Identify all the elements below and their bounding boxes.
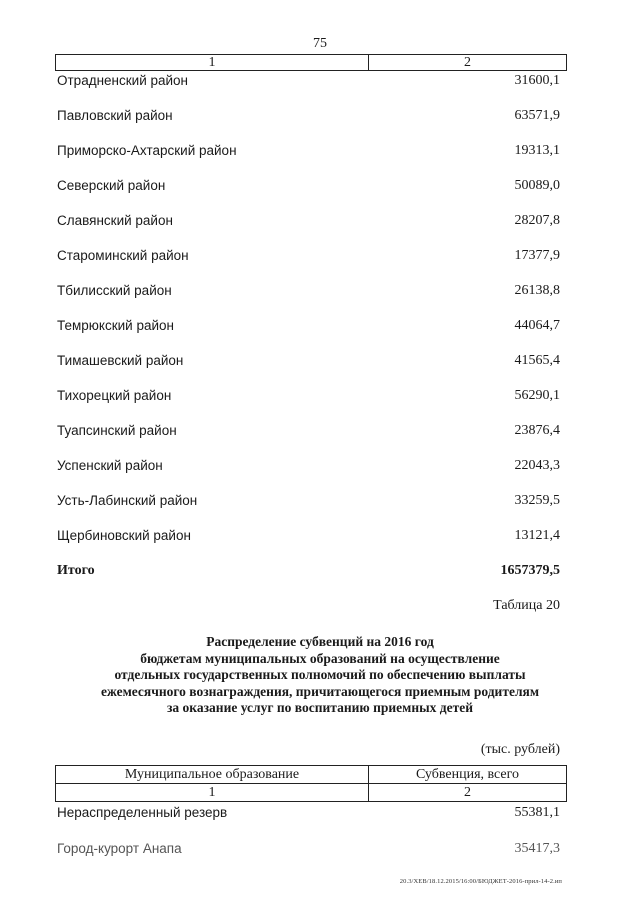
section-title — [0, 634, 640, 717]
row-name: Тимашевский район — [57, 353, 184, 368]
row-value: 50089,0 — [514, 178, 560, 193]
table-row — [57, 213, 560, 233]
table-row — [57, 493, 560, 513]
table-row — [57, 143, 560, 163]
units-label: (тыс. рублей) — [480, 742, 560, 757]
title-line: бюджетам муниципальных образований на осуществление — [140, 650, 500, 666]
table-row — [57, 805, 560, 825]
row-value: 23876,4 — [514, 423, 560, 438]
total-row — [57, 563, 560, 583]
row-name: Нераспределенный резерв — [57, 805, 228, 820]
table-row — [57, 318, 560, 338]
table-row — [57, 528, 560, 548]
table1-header — [55, 54, 567, 71]
table2-header-numbers — [56, 783, 566, 801]
table-row — [57, 73, 560, 93]
table-row — [57, 108, 560, 128]
table-label: Таблица 20 — [493, 598, 560, 613]
table-row — [57, 458, 560, 478]
title-line: за оказание услуг по воспитанию приемных детей — [167, 700, 473, 715]
row-value: 22043,3 — [514, 458, 560, 473]
row-name: Туапсинский район — [57, 423, 177, 438]
row-value: 13121,4 — [514, 528, 560, 543]
table1-header-col1: 1 — [56, 55, 369, 70]
row-name: Староминский район — [57, 248, 189, 263]
total-label: Итого — [57, 563, 95, 578]
total-value: 1657379,5 — [500, 563, 560, 578]
row-name: Отрадненский район — [57, 73, 189, 88]
table2-header-col2-number: 2 — [464, 785, 471, 800]
table2-header-col1-title: Муниципальное образование — [56, 766, 369, 783]
table-row — [57, 283, 560, 303]
page-number: 75 — [313, 36, 327, 51]
table-row — [57, 353, 560, 373]
row-value: 31600,1 — [514, 73, 560, 88]
row-value: 44064,7 — [514, 318, 560, 333]
title-line: ежемесячного вознаграждения, причитающегося приемным родителям — [100, 683, 540, 699]
row-name: Павловский район — [57, 108, 173, 123]
row-name: Щербиновский район — [57, 528, 191, 543]
row-value: 33259,5 — [514, 493, 560, 508]
row-value: 35417,3 — [514, 841, 560, 856]
row-name: Приморско-Ахтарский район — [57, 143, 237, 158]
table1-header-col2: 2 — [464, 55, 471, 70]
row-name: Тбилисский район — [57, 283, 172, 298]
table-row — [57, 841, 560, 861]
table-row — [57, 248, 560, 268]
row-value: 56290,1 — [514, 388, 560, 403]
table2-header — [55, 765, 567, 802]
row-value: 17377,9 — [514, 248, 560, 263]
title-line: Распределение субвенций на 2016 год — [206, 634, 434, 649]
row-name: Славянский район — [57, 213, 173, 228]
row-value: 28207,8 — [514, 213, 560, 228]
row-value: 55381,1 — [514, 805, 560, 820]
row-name: Тихорецкий район — [57, 388, 172, 403]
document-footer-code: 20.3/ХЕВ/18.12.2015/16:00/БЮДЖЕТ-2016-прил-14-2.ип — [399, 878, 562, 885]
row-name: Город-курорт Анапа — [57, 841, 182, 856]
row-value: 19313,1 — [514, 143, 560, 158]
table2-header-titles — [56, 766, 566, 783]
table-row — [57, 423, 560, 443]
table2-header-col2-title: Субвенция, всего — [415, 767, 520, 782]
row-value: 41565,4 — [514, 353, 560, 368]
table-row — [57, 178, 560, 198]
row-name: Успенский район — [57, 458, 163, 473]
row-name: Северский район — [57, 178, 166, 193]
row-value: 63571,9 — [514, 108, 560, 123]
table2-header-col1-number: 1 — [56, 784, 369, 801]
table-row — [57, 388, 560, 408]
row-name: Темрюкский район — [57, 318, 174, 333]
title-line: отдельных государственных полномочий по обеспечению выплаты — [114, 667, 526, 682]
row-value: 26138,8 — [514, 283, 560, 298]
row-name: Усть-Лабинский район — [57, 493, 198, 508]
